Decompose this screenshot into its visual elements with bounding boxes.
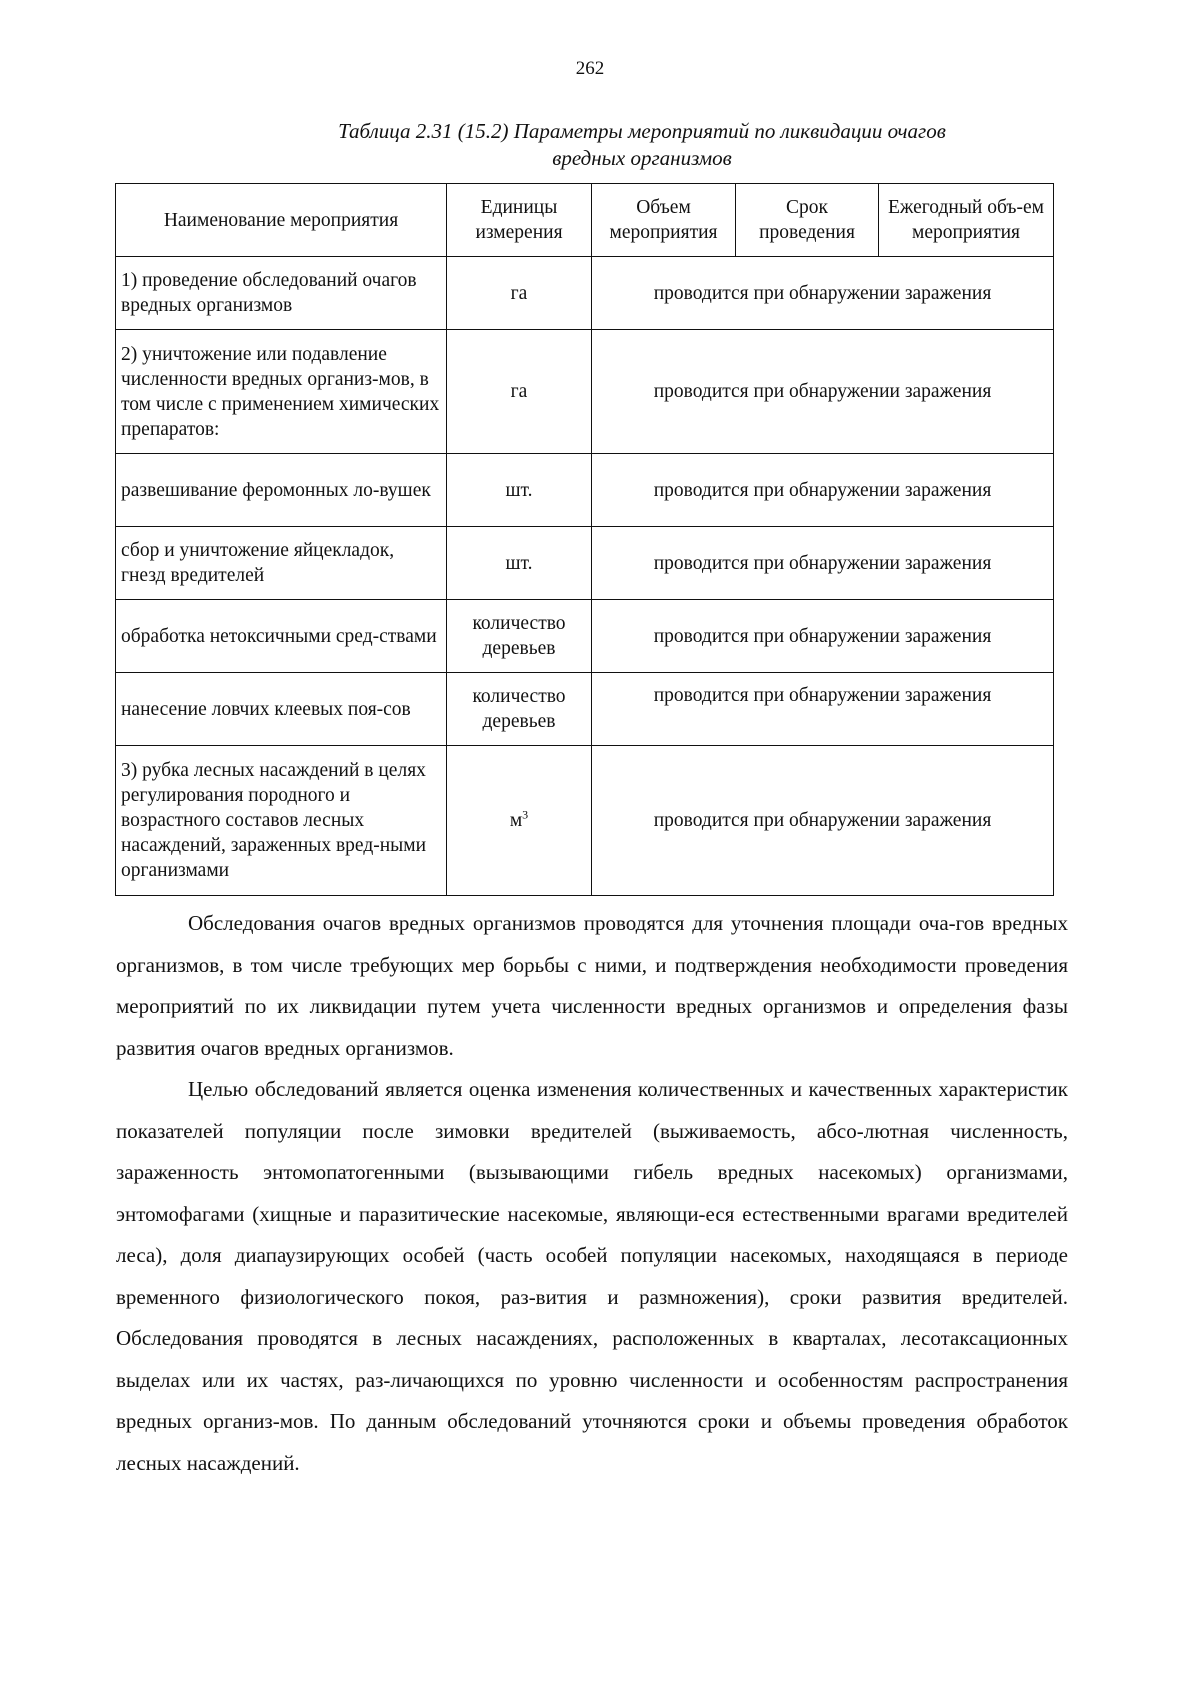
table-row	[116, 257, 1054, 330]
row-note: проводится при обнаружении заражения	[592, 330, 1054, 454]
table-caption	[116, 118, 1168, 172]
row-unit: количество деревьев	[447, 600, 592, 673]
header-volume: Объем мероприятия	[592, 184, 736, 257]
row-name: развешивание феромонных ло-вушек	[116, 454, 447, 527]
row-name: 2) уничтожение или подавление численности вредных организ-мов, в том числе с применением химических препаратов:	[116, 330, 447, 454]
row-note: проводится при обнаружении заражения	[592, 746, 1054, 896]
table-caption-line-1: Таблица 2.31 (15.2) Параметры мероприятий по ликвидации очагов	[338, 119, 946, 143]
table-row	[116, 330, 1054, 454]
row-note: проводится при обнаружении заражения	[592, 454, 1054, 527]
row-name: 3) рубка лесных насаждений в целях регулирования породного и возрастного составов лесных насаждений, зараженных вред-ными организмами	[116, 746, 447, 896]
row-unit: га	[447, 330, 592, 454]
table-row	[116, 746, 1054, 896]
row-name: 1) проведение обследований очагов вредных организмов	[116, 257, 447, 330]
table-row	[116, 527, 1054, 600]
table-row	[116, 673, 1054, 746]
row-unit: количество деревьев	[447, 673, 592, 746]
table-header-row	[116, 184, 1054, 257]
row-note: проводится при обнаружении заражения	[592, 600, 1054, 673]
parameters-table	[115, 183, 1054, 896]
row-unit	[447, 746, 592, 896]
row-note: проводится при обнаружении заражения	[592, 673, 1054, 746]
row-name: обработка нетоксичными сред-ствами	[116, 600, 447, 673]
row-unit-text: м	[509, 810, 523, 831]
header-term: Срок проведения	[736, 184, 879, 257]
page-number: 262	[575, 58, 605, 79]
header-unit: Единицы измерения	[447, 184, 592, 257]
paragraph: Обследования очагов вредных организмов проводятся для уточнения площади оча-гов вредных организмов, в том числе требующих мер борьбы с ними, и подтверждения необходимости проведения мероприятий по их ликвидации путем учета численности вредных организмов и определения фазы развития очагов вредных организмов.	[116, 911, 1068, 1060]
row-unit-superscript: 3	[522, 807, 529, 822]
body-text	[116, 903, 1068, 1484]
row-unit: га	[447, 257, 592, 330]
header-annual-volume: Ежегодный объ-ем мероприятия	[879, 184, 1054, 257]
row-name: сбор и уничтожение яйцекладок, гнезд вредителей	[116, 527, 447, 600]
table-row	[116, 600, 1054, 673]
row-note: проводится при обнаружении заражения	[592, 527, 1054, 600]
row-name: нанесение ловчих клеевых поя-сов	[116, 673, 447, 746]
paragraph: Целью обследований является оценка изменения количественных и качественных характеристик показателей популяции после зимовки вредителей (выживаемость, абсо-лютная численность, зараженность энтомопатогенными (вызывающими гибель вредных насекомых) организмами, энтомофагами (хищные и паразитические насекомые, являющи-еся естественными врагами вредителей леса), доля диапаузирующих особей (часть особей популяции насекомых, находящаяся в периоде временного физиологического покоя, раз-вития и размножения), сроки развития вредителей. Обследования проводятся в лесных насаждениях, расположенных в кварталах, лесотаксационных выделах или их частях, раз-личающихся по уровню численности и особенностям распространения вредных организ-мов. По данным обследований уточняются сроки и объемы проведения обработок лесных насаждений.	[116, 1077, 1068, 1475]
row-unit: шт.	[447, 527, 592, 600]
row-note: проводится при обнаружении заражения	[592, 257, 1054, 330]
header-name: Наименование мероприятия	[116, 184, 447, 257]
table-row	[116, 454, 1054, 527]
row-unit: шт.	[447, 454, 592, 527]
table-caption-line-2: вредных организмов	[552, 146, 732, 170]
